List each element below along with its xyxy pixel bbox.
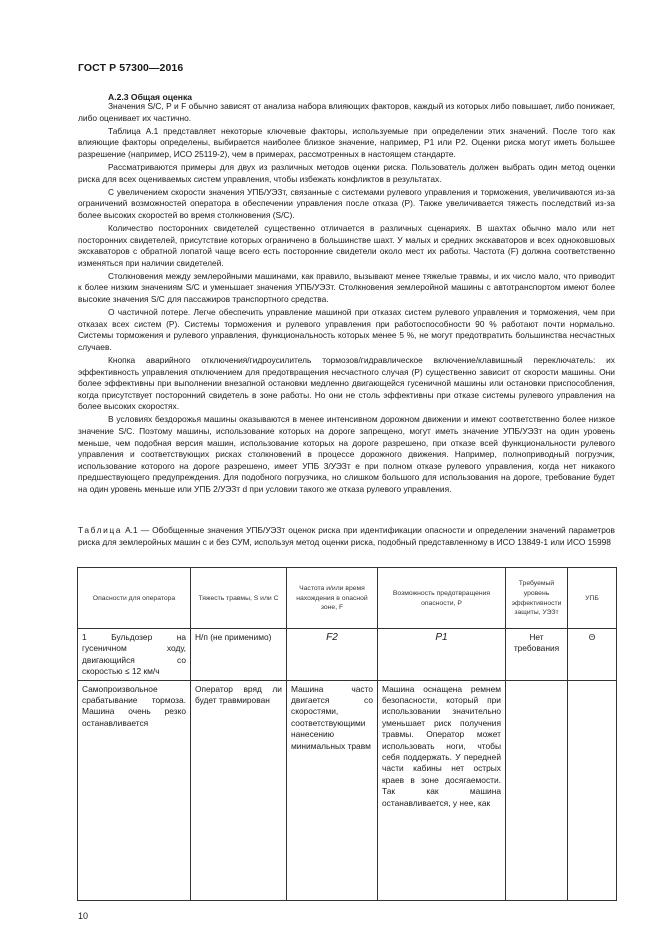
cell-sil [568, 680, 617, 900]
cell-performance-level [506, 680, 568, 900]
cell-sil: Θ [568, 629, 617, 681]
cell-hazard: 1 Бульдозер на гусеничном ходу, двигающийся со скоростью ≤ 12 км/ч [78, 629, 191, 681]
cell-severity: Н/п (не применимо) [191, 629, 287, 681]
column-header-sil: УПБ [568, 568, 617, 629]
table-row [78, 629, 617, 681]
paragraph: Столкновения между землеройными машинами, как правило, вызывают менее тяжелые травмы, и их число мало, что приводит к более низким значениям S/C и уменьшает значения УПБ/УЭЗт. Столкновения землеройной машины с автотранспортом имеют более высокие значения S/C для пассажиров транспортного средства. [78, 270, 615, 304]
paragraph: О частичной потере. Легче обеспечить управление машиной при отказах систем рулевого управления и торможения, чем при отказах всех систем (P). Системы торможения и рулевого управления при работоспособности 90 % работают почти нормально. Системы торможения и рулевого управления, функциональность которых менее 5 %, не могут предотвратить большинства несчастных случаев. [78, 307, 615, 352]
column-header-hazard: Опасности для оператора [78, 568, 191, 629]
paragraph: Кнопка аварийного отключения/гидроусилитель тормозов/гидравлическое включение/клавишный переключатель: их эффективность управления отключением для предотвращения несчастного случая (P) существенно зависит от скорости машины. Они более эффективны при выполнении внезапной остановки медленно двигающейся гусеничной машины или остановки приспособления, когда присутствует посторонний свидетель в зоне работы. Но они не столь эффективны при отказе системы рулевого управления на более высоких скоростях. [78, 354, 615, 412]
cell-performance-level: Нет требования [506, 629, 568, 681]
paragraph: Значения S/C, P и F обычно зависят от анализа набора влияющих факторов, каждый из которых либо повышает, либо понижает, либо оценивает их частично. [78, 101, 615, 123]
table-header-row [78, 568, 617, 629]
document-header: ГОСТ Р 57300—2016 [78, 62, 184, 74]
paragraph: В условиях бездорожья машины оказываются в менее интенсивном дорожном движении и имеют соответственно более низкое значение S/C. Поэтому машины, использование которых на дороге запрещено, могут иметь значение УПБ/УЭЗт на один уровень меньше, чем подобная версия машин, использование которых на дороге разрешено, при отказе всей функциональности рулевого управления и соответствующих рисках столкновений в процессе дорожного движения. Например, полноприводный погрузчик, использование которого на дороге разрешено, имеет УПБ 3/УЭЗт e при полном отказе рулевого управления, когда нет никакого предшествующего предупреждения. Для подобного погрузчика, но слишком большого для использования на дороге, требование будет на один уровень меньше или УПБ 2/УЭЗт d при условии такого же отказа рулевого управления. [78, 414, 615, 494]
paragraph: Таблица А.1 представляет некоторые ключевые факторы, используемые при определении этих значений. После того как влияющие факторы определены, выбирается наиболее близкое значение, например, P1 или P2. Оценки риска могут иметь большее разрешение (например, ИСО 25119-2), чем в примерах, рассмотренных в настоящем стандарте. [78, 125, 615, 159]
cell-frequency: F2 [287, 629, 378, 681]
body-text [78, 101, 615, 497]
paragraph: С увеличением скорости значения УПБ/УЭЗт, связанные с системами рулевого управления и торможения, увеличиваются из-за ограничений возможностей оператора в обеспечении управления после отказа (P). Также увеличивается тяжесть последствий из-за более высоких скоростей во время столкновения (S/C). [78, 186, 615, 220]
paragraph: Рассматриваются примеры для двух из различных методов оценки риска. Пользователь должен выбрать один метод оценки риска для всех оцениваемых систем управления, чтобы избежать конфликтов в результатах. [78, 161, 615, 184]
table-row [78, 680, 617, 900]
column-header-severity: Тяжесть травмы, S или C [191, 568, 287, 629]
cell-hazard: Самопроизвольное срабатывание тормоза. Машина очень резко останавливается [78, 680, 191, 900]
cell-frequency: Машина часто двигается со скоростями, соответствующими нанесению минимальных травм [287, 680, 378, 900]
column-header-performance-level: Требуемый уровень эффективности защиты, УЭЗт [506, 568, 568, 629]
table-caption [78, 525, 615, 548]
table-caption-lead: Таблица [78, 525, 123, 535]
cell-avoidance: Машина оснащена ремнем безопасности, который при использовании значительно уменьшает риск получения травмы. Оператор может использовать ноги, чтобы себя поддержать. У передней части кабины нет острых краев в зоне досягаемости. Так как машина останавливается, у нее, как [378, 680, 506, 900]
section-heading: А.2.3 Общая оценка [108, 92, 193, 102]
table-caption-text: А.1 — Обобщенные значения УПБ/УЭЗт оценок риска при идентификации опасности и определении значений параметров риска для землеройных машин с и без СУМ, используя метод оценки риска, подобный представленному в ИСО 13849-1 или ИСО 15998 [78, 525, 616, 547]
cell-avoidance: P1 [378, 629, 506, 681]
paragraph: Количество посторонних свидетелей существенно отличается в различных сценариях. В шахтах обычно мало или нет посторонних свидетелей, присутствие которых ограничено в большинстве шахт. У малых и средних экскаваторов и всех одноковшовых экскаваторов с обратной лопатой чаще всего есть посторонние свидетели около мест их работы. Частота (F) должна соответственно изменяться при наличии свидетелей. [78, 222, 615, 268]
cell-severity: Оператор вряд ли будет травмирован [191, 680, 287, 900]
column-header-frequency: Частота и/или время нахождения в опасной зоне, F [287, 568, 378, 629]
page-number: 10 [78, 911, 89, 921]
risk-table [77, 567, 617, 901]
column-header-avoidance: Возможность предотвращения опасности, P [378, 568, 506, 629]
